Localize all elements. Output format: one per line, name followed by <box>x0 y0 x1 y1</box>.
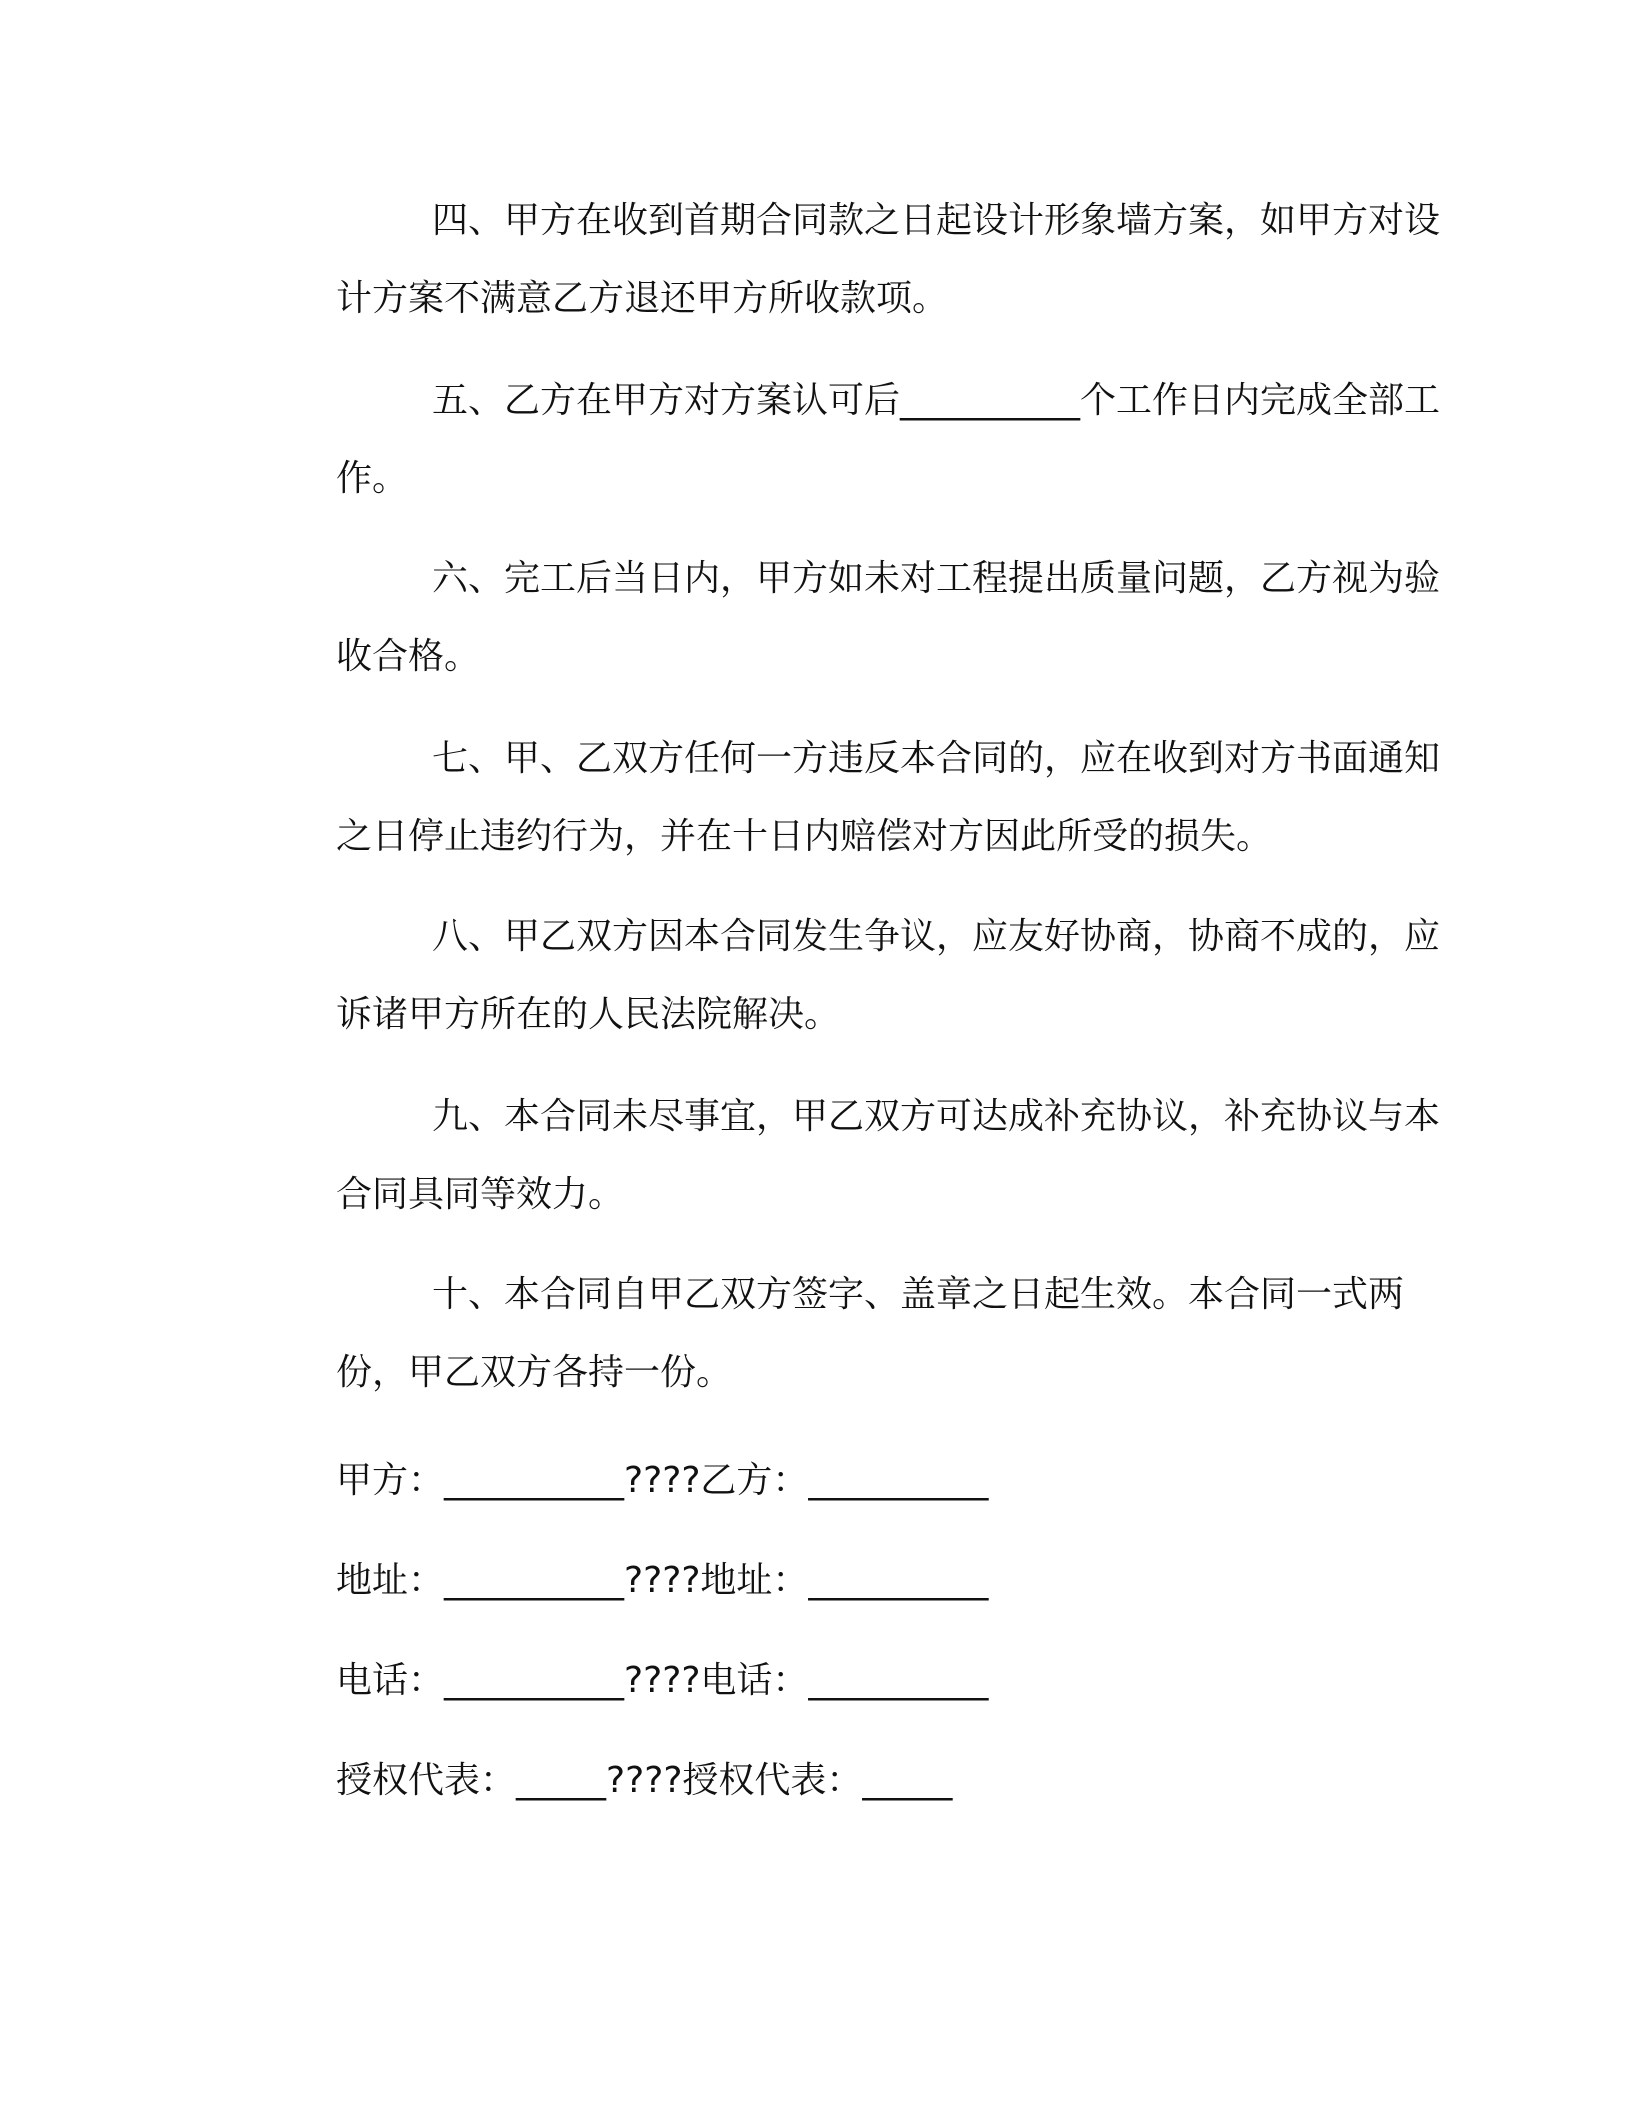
signature-party-line: 甲方：__________????乙方：__________ <box>336 1460 989 1501</box>
clause-7-line-2: 之日停止违约行为，并在十日内赔偿对方因此所受的损失。 <box>336 816 1273 857</box>
clause-4 <box>240 182 1441 338</box>
signature-address-line: 地址：__________????地址：__________ <box>336 1560 989 1601</box>
clause-7-line-1: 七、甲、乙双方任何一方违反本合同的，应在收到对方书面通知 <box>432 738 1441 779</box>
clause-5 <box>240 362 1441 518</box>
clause-8-line-2: 诉诸甲方所在的人民法院解决。 <box>336 994 841 1035</box>
clause-7 <box>240 720 1441 876</box>
clause-10 <box>240 1256 1405 1412</box>
clause-9-line-2: 合同具同等效力。 <box>336 1174 625 1215</box>
clause-5-line-1: 五、乙方在甲方对方案认可后__________个工作日内完成全部工 <box>432 380 1441 421</box>
clause-8-line-1: 八、甲乙双方因本合同发生争议，应友好协商，协商不成的，应 <box>432 916 1441 957</box>
signature-representative-line: 授权代表：_____????授权代表：_____ <box>336 1760 953 1801</box>
clause-9-line-1: 九、本合同未尽事宜，甲乙双方可达成补充协议，补充协议与本 <box>432 1096 1441 1137</box>
clause-5-line-2: 作。 <box>336 458 409 499</box>
clause-4-line-1: 四、甲方在收到首期合同款之日起设计形象墙方案，如甲方对设 <box>432 200 1441 241</box>
signature-phone-line: 电话：__________????电话：__________ <box>336 1660 989 1701</box>
clause-8 <box>240 898 1441 1054</box>
clause-6 <box>240 540 1441 696</box>
clause-9 <box>240 1078 1441 1234</box>
clause-6-line-2: 收合格。 <box>336 636 481 677</box>
clause-10-line-1: 十、本合同自甲乙双方签字、盖章之日起生效。本合同一式两 <box>432 1274 1405 1315</box>
clause-6-line-1: 六、完工后当日内，甲方如未对工程提出质量问题，乙方视为验 <box>432 558 1441 599</box>
clause-10-line-2: 份，甲乙双方各持一份。 <box>336 1352 733 1393</box>
clause-4-line-2: 计方案不满意乙方退还甲方所收款项。 <box>336 278 949 319</box>
